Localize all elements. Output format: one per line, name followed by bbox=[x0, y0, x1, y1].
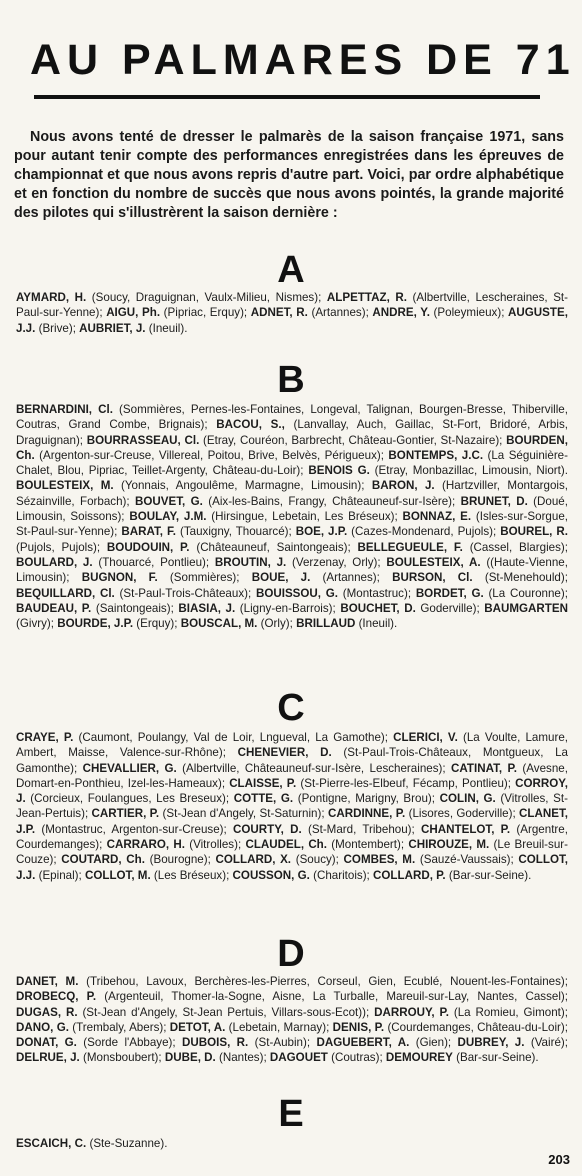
pilot-entry bbox=[229, 777, 511, 790]
pilot-entry bbox=[92, 807, 325, 820]
pilot-name: BOUE, J. bbox=[251, 571, 311, 585]
pilot-entry bbox=[328, 807, 516, 820]
pilot-victories: ((Haute-Vienne, Limousin); bbox=[16, 555, 568, 585]
pilot-name: DANET, M. bbox=[16, 975, 79, 988]
pilot-victories: (Bourogne); bbox=[149, 853, 211, 867]
pilot-name: DONAT, G. bbox=[16, 1036, 77, 1050]
pilot-name: ALPETTAZ, R. bbox=[326, 291, 407, 304]
section-letter-d: D bbox=[277, 933, 305, 975]
pilot-name: DETOT, A. bbox=[169, 1020, 226, 1034]
pilot-victories: (Ligny-en-Barrois); bbox=[239, 601, 336, 615]
pilot-victories: (Trembaly, Abers); bbox=[72, 1020, 167, 1034]
pilot-name: BRUNET, D. bbox=[460, 494, 528, 508]
pilot-entry bbox=[135, 495, 455, 508]
pilot-name: DENIS, P. bbox=[332, 1020, 385, 1034]
pilot-victories: (Albertville, Châteauneuf-sur-Isère, Lescheraines); bbox=[182, 761, 446, 775]
pilot-name: DANO, G. bbox=[16, 1020, 69, 1034]
intro-paragraph: Nous avons tenté de dresser le palmarès de la saison française 1971, sans pour autant tenir compte des performances enregistrées dans les épreuves de championnat et que nous avons repris d'autre part. Voici, par ordre alphabétique et en fonction du nombre de succès que nous avons pointés, la grande majorité des pilotes qui s'illustrèrent la saison dernière : bbox=[14, 129, 564, 221]
pilot-entry bbox=[340, 602, 479, 615]
pilot-name: CHEVALLIER, G. bbox=[82, 761, 177, 775]
pilot-name: BOUISSOU, G. bbox=[255, 586, 339, 600]
pilot-name: BOUREL, R. bbox=[500, 525, 568, 539]
pilot-victories: (St-Pierre-les-Elbeuf, Fécamp, Pontlieu); bbox=[300, 776, 512, 790]
pilot-victories: (Sorde l'Abbaye); bbox=[83, 1036, 176, 1050]
pilot-name: BURSON, Cl. bbox=[392, 571, 473, 585]
pilot-name: BOULAY, J.M. bbox=[129, 510, 207, 524]
pilot-victories: (Ste-Suzanne). bbox=[89, 1137, 168, 1150]
pilot-victories: (Lebetain, Marnay); bbox=[228, 1020, 330, 1034]
pilot-entry bbox=[61, 853, 211, 866]
pilot-victories: (St-Aubin); bbox=[254, 1036, 311, 1050]
pilot-entry bbox=[16, 1036, 176, 1049]
pilot-victories: Goderville); bbox=[420, 601, 480, 615]
pilot-name: COUSSON, G. bbox=[232, 868, 310, 882]
pilot-name: CHENEVIER, D. bbox=[237, 746, 332, 760]
pilot-name: BOULESTEIX, A. bbox=[386, 555, 481, 569]
pilot-name: BIASIA, J. bbox=[178, 601, 236, 615]
pilot-name: BEQUILLARD, Cl. bbox=[16, 586, 115, 600]
pilot-name: DAGOUET bbox=[269, 1051, 328, 1065]
pilot-name: CARDINNE, P. bbox=[327, 807, 406, 821]
pilot-victories: (La Séguinière-Chalet, Blou, Pipriac, Teillet-Argenty, Château-du-Loir); bbox=[16, 448, 568, 478]
pilot-entry bbox=[16, 975, 568, 988]
pilot-name: DUBE, D. bbox=[164, 1051, 216, 1065]
pilot-victories: (Montastruc, Argenton-sur-Creuse); bbox=[41, 822, 227, 836]
pilot-victories: (Montastruc); bbox=[342, 586, 412, 600]
pilot-name: CLAISSE, P. bbox=[229, 776, 297, 790]
pilot-entry bbox=[16, 1051, 162, 1064]
section-letter-a: A bbox=[277, 249, 305, 291]
pilot-entry bbox=[344, 853, 514, 866]
pilot-victories: (St-Menehould); bbox=[484, 571, 568, 585]
pilot-name: BAUDEAU, P. bbox=[16, 601, 92, 615]
pilot-name: CHANTELOT, P. bbox=[421, 822, 511, 836]
pilot-victories: (La Voulte, Lamure, Ambert, Maisse, Valence-sur-Rhône); bbox=[16, 731, 569, 760]
pilot-name: BOUVET, G. bbox=[135, 494, 203, 508]
pilot-name: BERNARDINI, Cl. bbox=[16, 403, 113, 416]
pilot-victories: (Cassel, Blargies); bbox=[469, 540, 568, 554]
pilot-name: COLLARD, P. bbox=[373, 868, 446, 882]
pilot-victories: (Vairé); bbox=[530, 1036, 568, 1050]
pilot-name: BOURDEN, Ch. bbox=[16, 433, 568, 462]
pilot-entry bbox=[57, 617, 177, 630]
pilot-victories: (Avesne, Domart-en-Ponthieu, Izel-les-Hameaux); bbox=[16, 761, 568, 790]
pilot-name: CLANET, J.P. bbox=[16, 807, 568, 836]
pilot-victories: (Soucy); bbox=[295, 853, 339, 867]
section-letter-e: E bbox=[278, 1093, 304, 1135]
pilot-victories: (Bar-sur-Seine). bbox=[448, 868, 532, 882]
pilot-victories: (Argentre, Courdemanges); bbox=[16, 822, 568, 852]
pilot-name: BORDET, G. bbox=[415, 586, 484, 600]
pilot-entry bbox=[215, 556, 381, 569]
pilot-victories: (Sommières, Pernes-les-Fontaines, Longeval, Talignan, Bourgen-Bresse, Thiberville, Coutras, Grand Combe, Brignais); bbox=[16, 403, 568, 432]
pilot-entry bbox=[87, 434, 503, 447]
pilot-name: BOUDOUIN, P. bbox=[106, 540, 190, 554]
pilot-victories: (Vitrolles, St-Jean-Pertuis); bbox=[16, 792, 568, 821]
pilot-victories: (Sauzé-Vaussais); bbox=[419, 853, 514, 867]
pilot-name: BARAT, F. bbox=[121, 525, 176, 539]
pilot-name: AIGU, Ph. bbox=[106, 306, 161, 320]
pilot-entry bbox=[16, 1006, 369, 1019]
pilot-entry bbox=[16, 556, 209, 569]
pilot-victories: (La Couronne); bbox=[488, 586, 568, 600]
pilot-victories: (Albertville, Lescheraines, St-Paul-sur-Yenne); bbox=[16, 291, 569, 320]
pilot-name: COLLOT, J.J. bbox=[16, 853, 568, 882]
pilot-name: DUGAS, R. bbox=[16, 1005, 78, 1019]
pilot-name: ESCAICH, C. bbox=[16, 1137, 87, 1150]
pilot-victories: (Soucy, Draguignan, Vaulx-Milieu, Nismes); bbox=[91, 291, 322, 304]
pilot-entry bbox=[372, 306, 504, 319]
pilot-victories: (Lanvallay, Auch, Gaillac, St-Fort, Bridoré, Arbis, Draguignan); bbox=[16, 418, 568, 447]
pilot-name: BONNAZ, E. bbox=[402, 510, 472, 524]
pilot-name: BELLEGUEULE, F. bbox=[357, 540, 463, 554]
pilot-entry bbox=[16, 479, 364, 492]
pilot-victories: (Ineuil). bbox=[358, 617, 398, 631]
pilot-entry bbox=[252, 571, 380, 584]
pilot-name: BOUSCAL, M. bbox=[180, 617, 258, 631]
section-d-entries bbox=[16, 974, 568, 1066]
pilot-victories: (Caumont, Poulangy, Val de Loir, Lngueval, La Gamothe); bbox=[78, 731, 389, 744]
pilot-victories: (St-Paul-Trois-Châteaux, Montgueux, La Gamonthe); bbox=[16, 746, 568, 775]
pilot-entry bbox=[182, 1036, 310, 1049]
pilot-victories: (Artannes); bbox=[311, 306, 369, 320]
pilot-name: BUGNON, F. bbox=[81, 571, 158, 585]
pilot-entry bbox=[233, 869, 370, 882]
pilot-name: DROBECQ, P. bbox=[16, 990, 97, 1004]
section-letter-c: C bbox=[277, 687, 305, 729]
pilot-name: BOUCHET, D. bbox=[340, 601, 416, 615]
pilot-name: COMBES, M. bbox=[343, 853, 416, 867]
pilot-name: CORROY, J. bbox=[16, 776, 568, 806]
pilot-entry bbox=[216, 853, 339, 866]
pilot-entry bbox=[251, 306, 369, 319]
pilot-name: CHIROUZE, M. bbox=[408, 838, 490, 852]
pilot-victories: (Thouarcé, Pontlieu); bbox=[98, 555, 210, 569]
pilot-victories: (Charitois); bbox=[313, 868, 370, 882]
pilot-victories: (Cazes-Mondenard, Pujols); bbox=[351, 525, 497, 539]
pilot-entry bbox=[16, 291, 321, 304]
section-e-entries bbox=[16, 1136, 568, 1151]
pilot-entry bbox=[165, 1051, 267, 1064]
section-c-entries bbox=[16, 730, 568, 883]
pilot-name: BENOIS G. bbox=[308, 464, 370, 478]
pilot-entry bbox=[373, 869, 531, 882]
pilot-name: CLERICI, V. bbox=[393, 731, 458, 744]
pilot-name: BACOU, S., bbox=[216, 418, 285, 432]
pilot-entry bbox=[79, 322, 187, 335]
pilot-victories: (Givry); bbox=[16, 617, 54, 631]
pilot-entry bbox=[16, 1021, 166, 1034]
pilot-victories: (Tauxigny, Thouarcé); bbox=[179, 525, 292, 539]
pilot-entry bbox=[256, 587, 411, 600]
pilot-name: COLLARD, X. bbox=[215, 853, 292, 867]
pilot-victories: (Isles-sur-Sorgue, St-Paul-sur-Yenne); bbox=[16, 510, 568, 539]
pilot-name: AYMARD, H. bbox=[16, 291, 87, 304]
pilot-victories: (Saintongeais); bbox=[95, 601, 174, 615]
title-rule bbox=[34, 95, 540, 99]
pilot-name: BROUTIN, J. bbox=[214, 555, 287, 569]
pilot-victories: (Orly); bbox=[260, 617, 293, 631]
pilot-victories: (Argenteuil, Thomer-la-Sogne, Aisne, La Turballe, Mareuil-sur-Lay, Nantes, Cassel); bbox=[104, 990, 568, 1004]
pilot-victories: (Hartzviller, Montargois, Sézainville, Forbach); bbox=[16, 479, 568, 508]
pilot-entry bbox=[270, 1051, 383, 1064]
pilot-entry bbox=[233, 823, 415, 836]
pilot-victories: (Le Breuil-sur-Couze); bbox=[16, 838, 568, 867]
page-title: AU PALMARES DE 71 bbox=[30, 36, 576, 84]
pilot-entry bbox=[121, 525, 291, 538]
pilot-name: ADNET, R. bbox=[250, 306, 308, 320]
pilot-victories: (Lisores, Goderville); bbox=[408, 807, 516, 821]
pilot-victories: (Etray, Couréon, Barbrecht, Château-Gontier, St-Nazaire); bbox=[203, 433, 503, 447]
section-b-entries bbox=[16, 402, 568, 631]
pilot-victories: (Doué, Limousin, Soissons); bbox=[16, 494, 568, 524]
pilot-name: DAGUEBERT, A. bbox=[316, 1036, 410, 1050]
section-a-entries bbox=[16, 290, 568, 336]
pilot-victories: (Châteauneuf, Saintongeais); bbox=[196, 540, 351, 554]
pilot-name: CARRARO, H. bbox=[106, 838, 185, 852]
pilot-name: BOURDE, J.P. bbox=[57, 617, 134, 631]
pilot-name: COTTE, G. bbox=[233, 792, 294, 806]
pilot-name: DUBOIS, R. bbox=[182, 1036, 249, 1050]
pilot-name: BOULESTEIX, M. bbox=[16, 479, 114, 493]
pilot-entry bbox=[83, 762, 446, 775]
pilot-entry bbox=[245, 838, 404, 851]
pilot-victories: (Nantes); bbox=[219, 1051, 267, 1065]
pilot-entry bbox=[296, 525, 497, 538]
pilot-entry bbox=[392, 571, 568, 584]
pilot-victories: (Poleymieux); bbox=[433, 306, 505, 320]
pilot-entry bbox=[106, 306, 247, 319]
pilot-victories: (Sommières); bbox=[169, 571, 240, 585]
pilot-entry bbox=[82, 571, 240, 584]
pilot-entry bbox=[358, 541, 568, 554]
pilot-entry bbox=[16, 1137, 167, 1150]
pilot-victories: (Etray, Monbazillac, Limousin, Niort). bbox=[374, 464, 568, 478]
pilot-victories: (La Romieu, Gimont); bbox=[453, 1005, 568, 1019]
pilot-entry bbox=[107, 838, 242, 851]
pilot-name: BONTEMPS, J.C. bbox=[388, 448, 484, 462]
pilot-name: AUBRIET, J. bbox=[79, 321, 146, 335]
pilot-name: BRILLAUD bbox=[296, 617, 356, 631]
pilot-victories: (St-Mard, Tribehou); bbox=[308, 822, 415, 836]
pilot-victories: (Pontigne, Marigny, Brou); bbox=[297, 792, 435, 806]
pilot-name: DUBREY, J. bbox=[457, 1036, 525, 1050]
pilot-name: AUGUSTE, J.J. bbox=[16, 306, 568, 335]
pilot-name: BAUMGARTEN bbox=[484, 601, 568, 615]
pilot-name: ANDRE, Y. bbox=[372, 306, 430, 320]
pilot-entry bbox=[16, 990, 568, 1003]
pilot-name: DEMOUREY bbox=[385, 1051, 453, 1065]
pilot-name: COUTARD, Ch. bbox=[61, 853, 145, 867]
pilot-entry bbox=[170, 1021, 330, 1034]
pilot-entry bbox=[316, 1036, 451, 1049]
pilot-name: CARTIER, P. bbox=[91, 807, 160, 821]
pilot-victories: (Monsboubert); bbox=[83, 1051, 162, 1065]
pilot-entry bbox=[386, 1051, 539, 1064]
pilot-name: CRAYE, P. bbox=[16, 731, 74, 744]
pilot-entry bbox=[458, 1036, 568, 1049]
pilot-victories: (Brive); bbox=[38, 321, 76, 335]
pilot-victories: (St-Paul-Trois-Châteaux); bbox=[119, 586, 252, 600]
pilot-name: BOURRASSEAU, Cl. bbox=[86, 433, 200, 447]
pilot-victories: (Epinal); bbox=[38, 868, 82, 882]
pilot-entry bbox=[296, 617, 397, 630]
pilot-entry bbox=[129, 510, 397, 523]
pilot-name: CLAUDEL, Ch. bbox=[245, 838, 327, 852]
pilot-entry bbox=[308, 464, 568, 477]
pilot-name: BARON, J. bbox=[371, 479, 435, 493]
pilot-victories: (Bar-sur-Seine). bbox=[456, 1051, 539, 1065]
pilot-entry bbox=[16, 587, 251, 600]
pilot-victories: (Pujols, Pujols); bbox=[16, 540, 101, 554]
pilot-victories: (Erquy); bbox=[136, 617, 178, 631]
section-letter-b: B bbox=[277, 359, 305, 401]
pilot-victories: (Coutras); bbox=[331, 1051, 383, 1065]
pilot-name: DELRUE, J. bbox=[16, 1051, 80, 1065]
pilot-victories: (Yonnais, Angoulême, Marmagne, Limousin); bbox=[120, 479, 365, 493]
pilot-victories: (Gien); bbox=[415, 1036, 452, 1050]
pilot-entry bbox=[333, 1021, 568, 1034]
pilot-entry bbox=[181, 617, 293, 630]
pilot-entry bbox=[16, 602, 174, 615]
pilot-name: DARROUY, P. bbox=[374, 1005, 449, 1019]
page-number: 203 bbox=[548, 1152, 570, 1167]
pilot-victories: (Argenton-sur-Creuse, Villereal, Poitou, Brive, Belvès, Périgueux); bbox=[39, 448, 384, 462]
pilot-name: BOE, J.P. bbox=[295, 525, 348, 539]
pilot-name: COURTY, D. bbox=[233, 822, 302, 836]
pilot-victories: (Les Bréseux); bbox=[153, 868, 230, 882]
pilot-victories: (Tribehou, Lavoux, Berchères-les-Pierres, Corseul, Gien, Ecublé, Nouent-les-Fontaines); bbox=[86, 975, 569, 988]
pilot-victories: (Corcieux, Foulangues, Les Breseux); bbox=[30, 792, 230, 806]
pilot-victories: (Aix-les-Bains, Frangy, Châteauneuf-sur-Isère); bbox=[208, 494, 456, 508]
pilot-victories: (St-Jean d'Angely, St-Saturnin); bbox=[162, 807, 325, 821]
pilot-victories: (Ineuil). bbox=[148, 321, 188, 335]
pilot-victories: (Hirsingue, Lebetain, Les Bréseux); bbox=[211, 510, 398, 524]
pilot-name: BOULARD, J. bbox=[16, 555, 93, 569]
pilot-entry bbox=[374, 1006, 568, 1019]
pilot-victories: (Montembert); bbox=[331, 838, 405, 852]
pilot-entry bbox=[234, 792, 435, 805]
pilot-name: COLLOT, M. bbox=[84, 868, 151, 882]
pilot-victories: (Vitrolles); bbox=[189, 838, 242, 852]
pilot-victories: (Artannes); bbox=[322, 571, 380, 585]
pilot-entry bbox=[16, 731, 388, 744]
pilot-entry bbox=[416, 587, 568, 600]
pilot-victories: (Pipriac, Erquy); bbox=[163, 306, 248, 320]
pilot-name: COLIN, G. bbox=[439, 792, 496, 806]
pilot-victories: (St-Jean d'Angely, St-Jean Pertuis, Villars-sous-Ecot)); bbox=[82, 1005, 370, 1019]
pilot-victories: (Courdemanges, Château-du-Loir); bbox=[387, 1020, 568, 1034]
pilot-entry bbox=[85, 869, 229, 882]
pilot-entry bbox=[178, 602, 335, 615]
pilot-entry bbox=[107, 541, 351, 554]
pilot-victories: (Verzenay, Orly); bbox=[292, 555, 381, 569]
pilot-name: CATINAT, P. bbox=[451, 761, 517, 775]
